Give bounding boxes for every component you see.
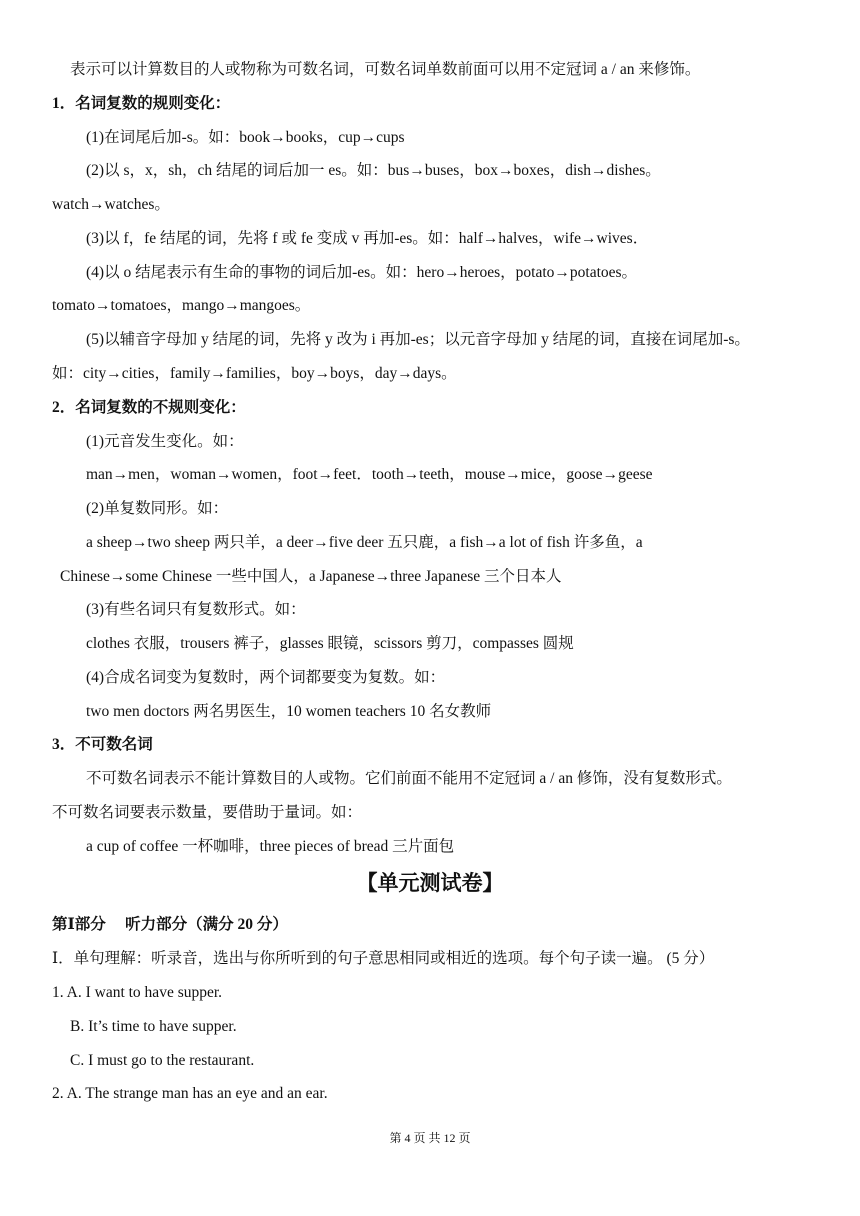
irregular-1: (1)元音发生变化。如： (86, 433, 244, 450)
irregular-4: (4)合成名词变为复数时，两个词都要变为复数。如： (86, 669, 446, 686)
irregular-4-examples: two men doctors 两名男医生，10 women teachers 10 名女教师 (86, 703, 492, 720)
page-footer: 第 4 页 共 12 页 (389, 1131, 471, 1145)
rule-5: (5)以辅音字母加 y 结尾的词，先将 y 改为 i 再加-es；以元音字母加 y 结尾的词，直接在词尾加-s。 (86, 331, 750, 348)
rule-1: (1)在词尾后加-s。如：book→books，cup→cups (86, 129, 405, 146)
irregular-2-examples-cont: Chinese→some Chinese 一些中国人，a Japanese→three Japanese 三个日本人 (60, 568, 562, 585)
rule-5-cont: 如：city→cities，family→families，boy→boys，day→days。 (52, 365, 457, 382)
section-one-instructions: Ⅰ．单句理解：听录音，选出与你所听到的句子意思相同或相近的选项。每个句子读一遍。 (5 分） (52, 950, 715, 967)
uncountable-desc-cont: 不可数名词要表示数量，要借助于量词。如： (52, 804, 363, 821)
irregular-3-examples: clothes 衣服，trousers 裤子，glasses 眼镜，scissors 剪刀，compasses 圆规 (86, 635, 574, 652)
irregular-2: (2)单复数同形。如： (86, 500, 229, 517)
heading-irregular-plural: 2．名词复数的不规则变化： (52, 399, 246, 416)
unit-test-title: 【单元测试卷】 (356, 871, 504, 895)
question-2-option-a: 2. A. The strange man has an eye and an ear. (52, 1085, 328, 1102)
uncountable-desc: 不可数名词表示不能计算数目的人或物。它们前面不能用不定冠词 a / an 修饰，没有复数形式。 (86, 770, 732, 787)
part-one-heading: 第Ⅰ部分 听力部分（满分 20 分） (52, 916, 288, 933)
question-1-option-b: B. It’s time to have supper. (70, 1018, 237, 1035)
irregular-3: (3)有些名词只有复数形式。如： (86, 601, 306, 618)
irregular-1-examples: man→men，woman→women，foot→feet．tooth→teeth，mouse→mice，goose→geese (86, 466, 653, 483)
rule-3: (3)以 f，fe 结尾的词，先将 f 或 fe 变成 v 再加-es。如：half→halves，wife→wives． (86, 230, 649, 247)
heading-uncountable: 3．不可数名词 (52, 736, 153, 753)
irregular-2-examples: a sheep→two sheep 两只羊，a deer→five deer 五只鹿，a fish→a lot of fish 许多鱼，a (86, 534, 643, 551)
rule-4-cont: tomato→tomatoes，mango→mangoes。 (52, 297, 311, 314)
heading-regular-plural: 1．名词复数的规则变化： (52, 95, 231, 112)
rule-2-cont: watch→watches。 (52, 196, 170, 213)
rule-2: (2)以 s，x，sh，ch 结尾的词后加一 es。如：bus→buses，box→boxes，dish→dishes。 (86, 162, 661, 179)
question-1-option-a: 1. A. I want to have supper. (52, 984, 223, 1001)
uncountable-examples: a cup of coffee 一杯咖啡，three pieces of bread 三片面包 (86, 838, 455, 855)
rule-4: (4)以 o 结尾表示有生命的事物的词后加-es。如：hero→heroes，potato→potatoes。 (86, 264, 638, 281)
question-1-option-c: C. I must go to the restaurant. (70, 1052, 255, 1069)
intro-line: 表示可以计算数目的人或物称为可数名词，可数名词单数前面可以用不定冠词 a / an 来修饰。 (70, 61, 701, 78)
